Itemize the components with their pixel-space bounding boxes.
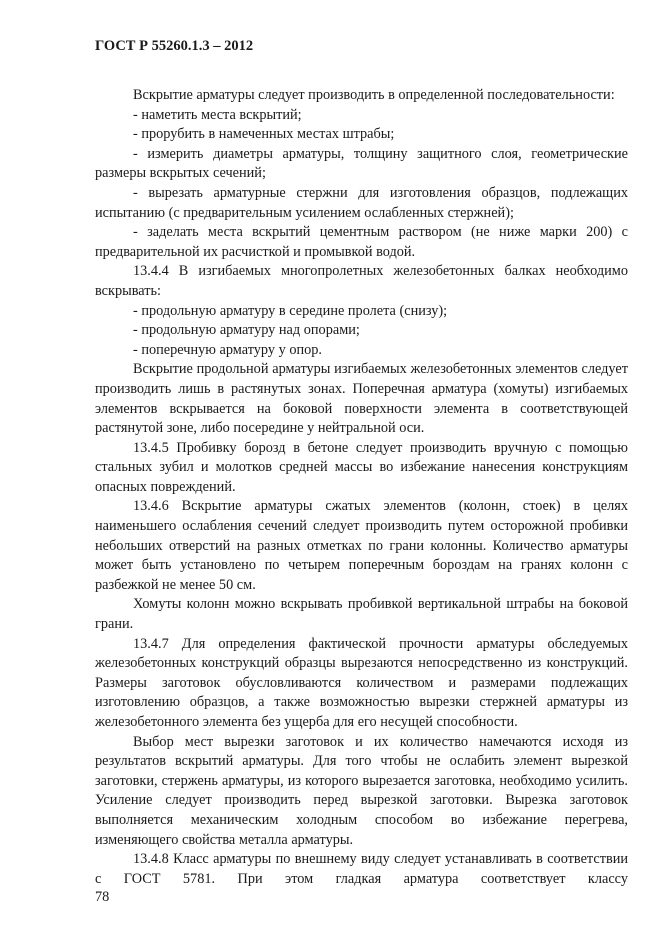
paragraph: Вскрытие арматуры следует производить в определенной последовательности: [133,87,615,103]
page-number: 78 [95,889,110,905]
list-item: - продольную арматуру над опорами; [133,322,360,339]
list-item: - заделать места вскрытий цементным раствором (не ниже марки 200) с предварительной их расчисткой и промывкой водой. [95,224,628,260]
paragraph: 13.4.8 Класс арматуры по внешнему виду следует устанавливать в соответствии с ГОСТ 5781. При этом гладкая арматура соответствует классу [95,851,628,887]
document-body [95,86,628,889]
list-item: - поперечную арматуру у опор. [133,341,323,358]
list-item: - вырезать арматурные стержни для изготовления образцов, подлежащих испытанию (с предварительным усилением ослабленных стержней); [95,184,628,221]
paragraph: Вскрытие продольной арматуры изгибаемых железобетонных элементов следует производить лишь в растянутых зонах. Поперечная арматура (хомуты) изгибаемых элементов вскрывается на боковой поверхности элемента в соответствующей растянутой зоне, либо посередине у нейтральной оси. [95,361,628,437]
document-code-header: ГОСТ Р 55260.1.3 – 2012 [95,38,254,54]
paragraph: 13.4.4 В изгибаемых многопролетных железобетонных балках необходимо вскрывать: [95,263,628,299]
paragraph: Выбор мест вырезки заготовок и их количество намечаются исходя из результатов вскрытий арматуры. Для того чтобы не ослабить элемент вырезкой заготовки, стержень арматуры, из которого вырезается заготовка, необходимо усилить. Усиление следует производить перед вырезкой заготовки. Вырезка заготовок выполняется механическим холодным способом во избежание перегрева, изменяющего свойства металла арматуры. [95,733,628,848]
list-item: - продольную арматуру в середине пролета (снизу); [133,302,448,319]
list-item: - измерить диаметры арматуры, толщину защитного слоя, геометрические размеры вскрытых сечений; [95,145,628,182]
paragraph: 13.4.6 Вскрытие арматуры сжатых элементов (колонн, стоек) в целях наименьшего ослабления сечений следует производить путем осторожной пробивки небольших отверстий на разных отметках по грани колонны. Количество арматуры может быть установлено по четырем поперечным бороздам на гранях колонн с разбежкой не менее 50 см. [95,498,628,593]
paragraph: 13.4.7 Для определения фактической прочности арматуры обследуемых железобетонных конструкций образцы вырезаются непосредственно из конструкций. Размеры заготовок обусловливаются количеством и размерами подлежащих изготовлению образцов, а также возможностью вырезки стержней арматуры из железобетонного элемента без ущерба для его несущей способности. [95,635,628,730]
list-item: - наметить места вскрытий; [133,106,302,123]
paragraph: 13.4.5 Пробивку борозд в бетоне следует производить вручную с помощью стальных зубил и молотков средней массы во избежание нанесения конструкциям опасных повреждений. [95,439,628,495]
paragraph: Хомуты колонн можно вскрывать пробивкой вертикальной штрабы на боковой грани. [95,596,628,633]
list-item: - прорубить в намеченных местах штрабы; [133,126,395,143]
